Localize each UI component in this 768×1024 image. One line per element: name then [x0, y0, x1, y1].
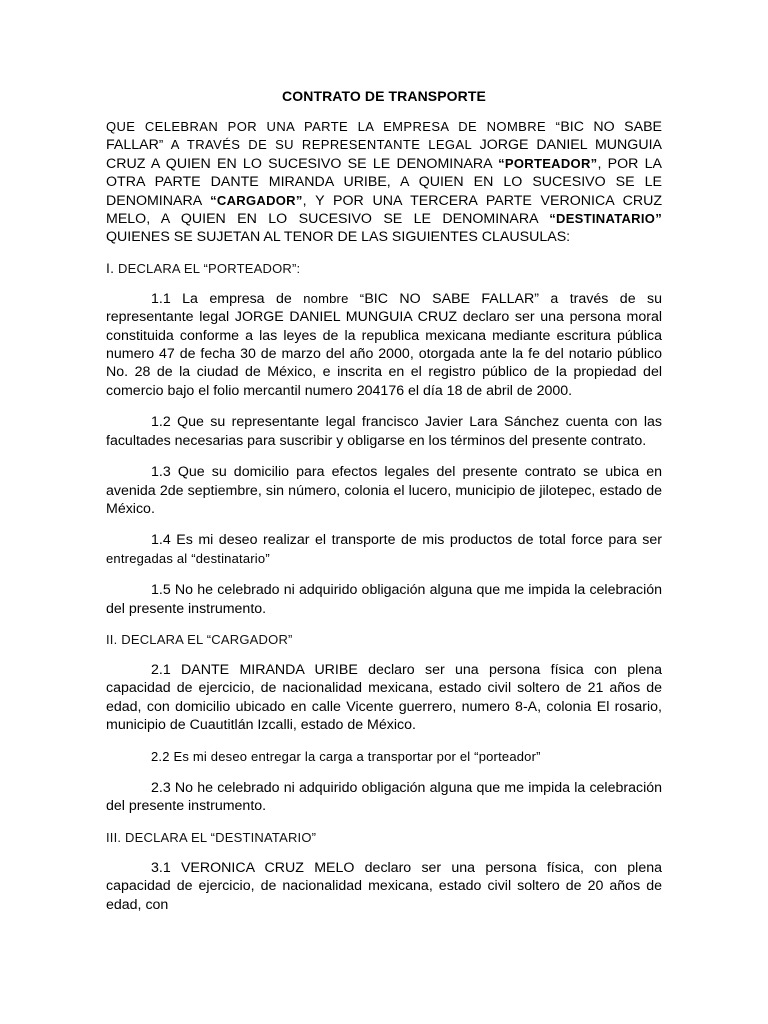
intro-text: JORGE DANIEL MUNGUIA CRUZ A QUIEN EN LO SUCESIVO SE LE DENOMINARA: [106, 137, 662, 172]
intro-text: , Y POR UNA TERCERA PARTE VERONICA CRUZ MELO, A QUIEN EN LO SUCESIVO SE LE DENOMINARA: [106, 192, 662, 228]
clause-1-1: [106, 290, 662, 400]
clause-text: entregadas al “destinatario”: [106, 550, 270, 566]
clause-2-3: 2.3 No he celebrado ni adquirido obligación alguna que me impida la celebración del presente instrumento.: [106, 779, 662, 815]
section-heading-text: DECLARA EL “PORTEADOR”:: [114, 260, 301, 276]
company-name: BIC NO SABE FALLAR: [106, 119, 662, 154]
section-heading-cargador: II. DECLARA EL “CARGADOR”: [106, 631, 293, 647]
clause-3-1: 3.1 VERONICA CRUZ MELO declaro ser una persona física, con plena capacidad de ejercicio, de nacionalidad mexicana, estado civil soltero de 20 años de edad, con: [106, 859, 662, 913]
section-numeral: I.: [106, 259, 115, 276]
intro-text: QUE CELEBRAN POR UNA PARTE LA EMPRESA DE NOMBRE “: [106, 119, 561, 134]
clause-text: nombre “: [303, 290, 365, 306]
intro-text: , POR LA OTRA PARTE DANTE MIRANDA URIBE, A QUIEN EN LO SUCESIVO SE LE DENOMINARA: [106, 155, 662, 209]
document-page: [106, 88, 662, 927]
clause-text: BIC NO SABE FALLAR” a través de su representante legal JORGE DANIEL MUNGUIA CRUZ declaro ser una persona moral constituida conforme a las leyes de la republica mexicana mediante escritura pública numero 47 de fecha 30 de marzo del año 2000, otorgada ante la fe del notario público No. 28 de la ciudad de México, e inscrita en el registro público de la propiedad del comercio bajo el folio mercantil numero 204176 el día 18 de abril de 2000.: [106, 290, 663, 399]
cargador-term: “CARGADOR”: [210, 192, 303, 208]
clause-1-3: 1.3 Que su domicilio para efectos legales del presente contrato se ubica en avenida 2de septiembre, sin número, colonia el lucero, municipio de jilotepec, estado de México.: [106, 464, 662, 517]
porteador-term: “PORTEADOR”: [498, 155, 598, 171]
clause-2-1: 2.1 DANTE MIRANDA URIBE declaro ser una persona física con plena capacidad de ejercicio, de nacionalidad mexicana, estado civil soltero de 21 años de edad, con domicilio ubicado en calle Vicente guerrero, numero 8-A, colonia El rosario, municipio de Cuautitlán Izcalli, estado de México.: [106, 661, 662, 734]
clause-1-2: 1.2 Que su representante legal francisco Javier Lara Sánchez cuenta con las facultades necesarias para suscribir y obligarse en los términos del presente contrato.: [106, 414, 662, 449]
section-heading-porteador: [106, 259, 662, 278]
section-heading-destinatario: III. DECLARA EL “DESTINATARIO”: [106, 829, 317, 845]
destinatario-term: “DESTINATARIO”: [549, 211, 662, 227]
clause-2-2: 2.2 Es mi deseo entregar la carga a transportar por el “porteador”: [151, 748, 541, 764]
clause-1-4: [106, 531, 662, 568]
clause-text: 1.4 Es mi deseo realizar el transporte de mis productos de total force para ser: [151, 532, 662, 549]
document-title: CONTRATO DE TRANSPORTE: [282, 88, 486, 104]
intro-paragraph: [106, 118, 662, 247]
intro-text: QUIENES SE SUJETAN AL TENOR DE LAS SIGUIENTES CLAUSULAS:: [106, 229, 571, 246]
clause-1-5: 1.5 No he celebrado ni adquirido obligación alguna que me impida la celebración del presente instrumento.: [106, 582, 662, 617]
intro-text: ” A TRAVÉS DE SU REPRESENTANTE LEGAL: [158, 137, 480, 153]
clause-text: 1.1 La empresa de: [151, 290, 304, 307]
